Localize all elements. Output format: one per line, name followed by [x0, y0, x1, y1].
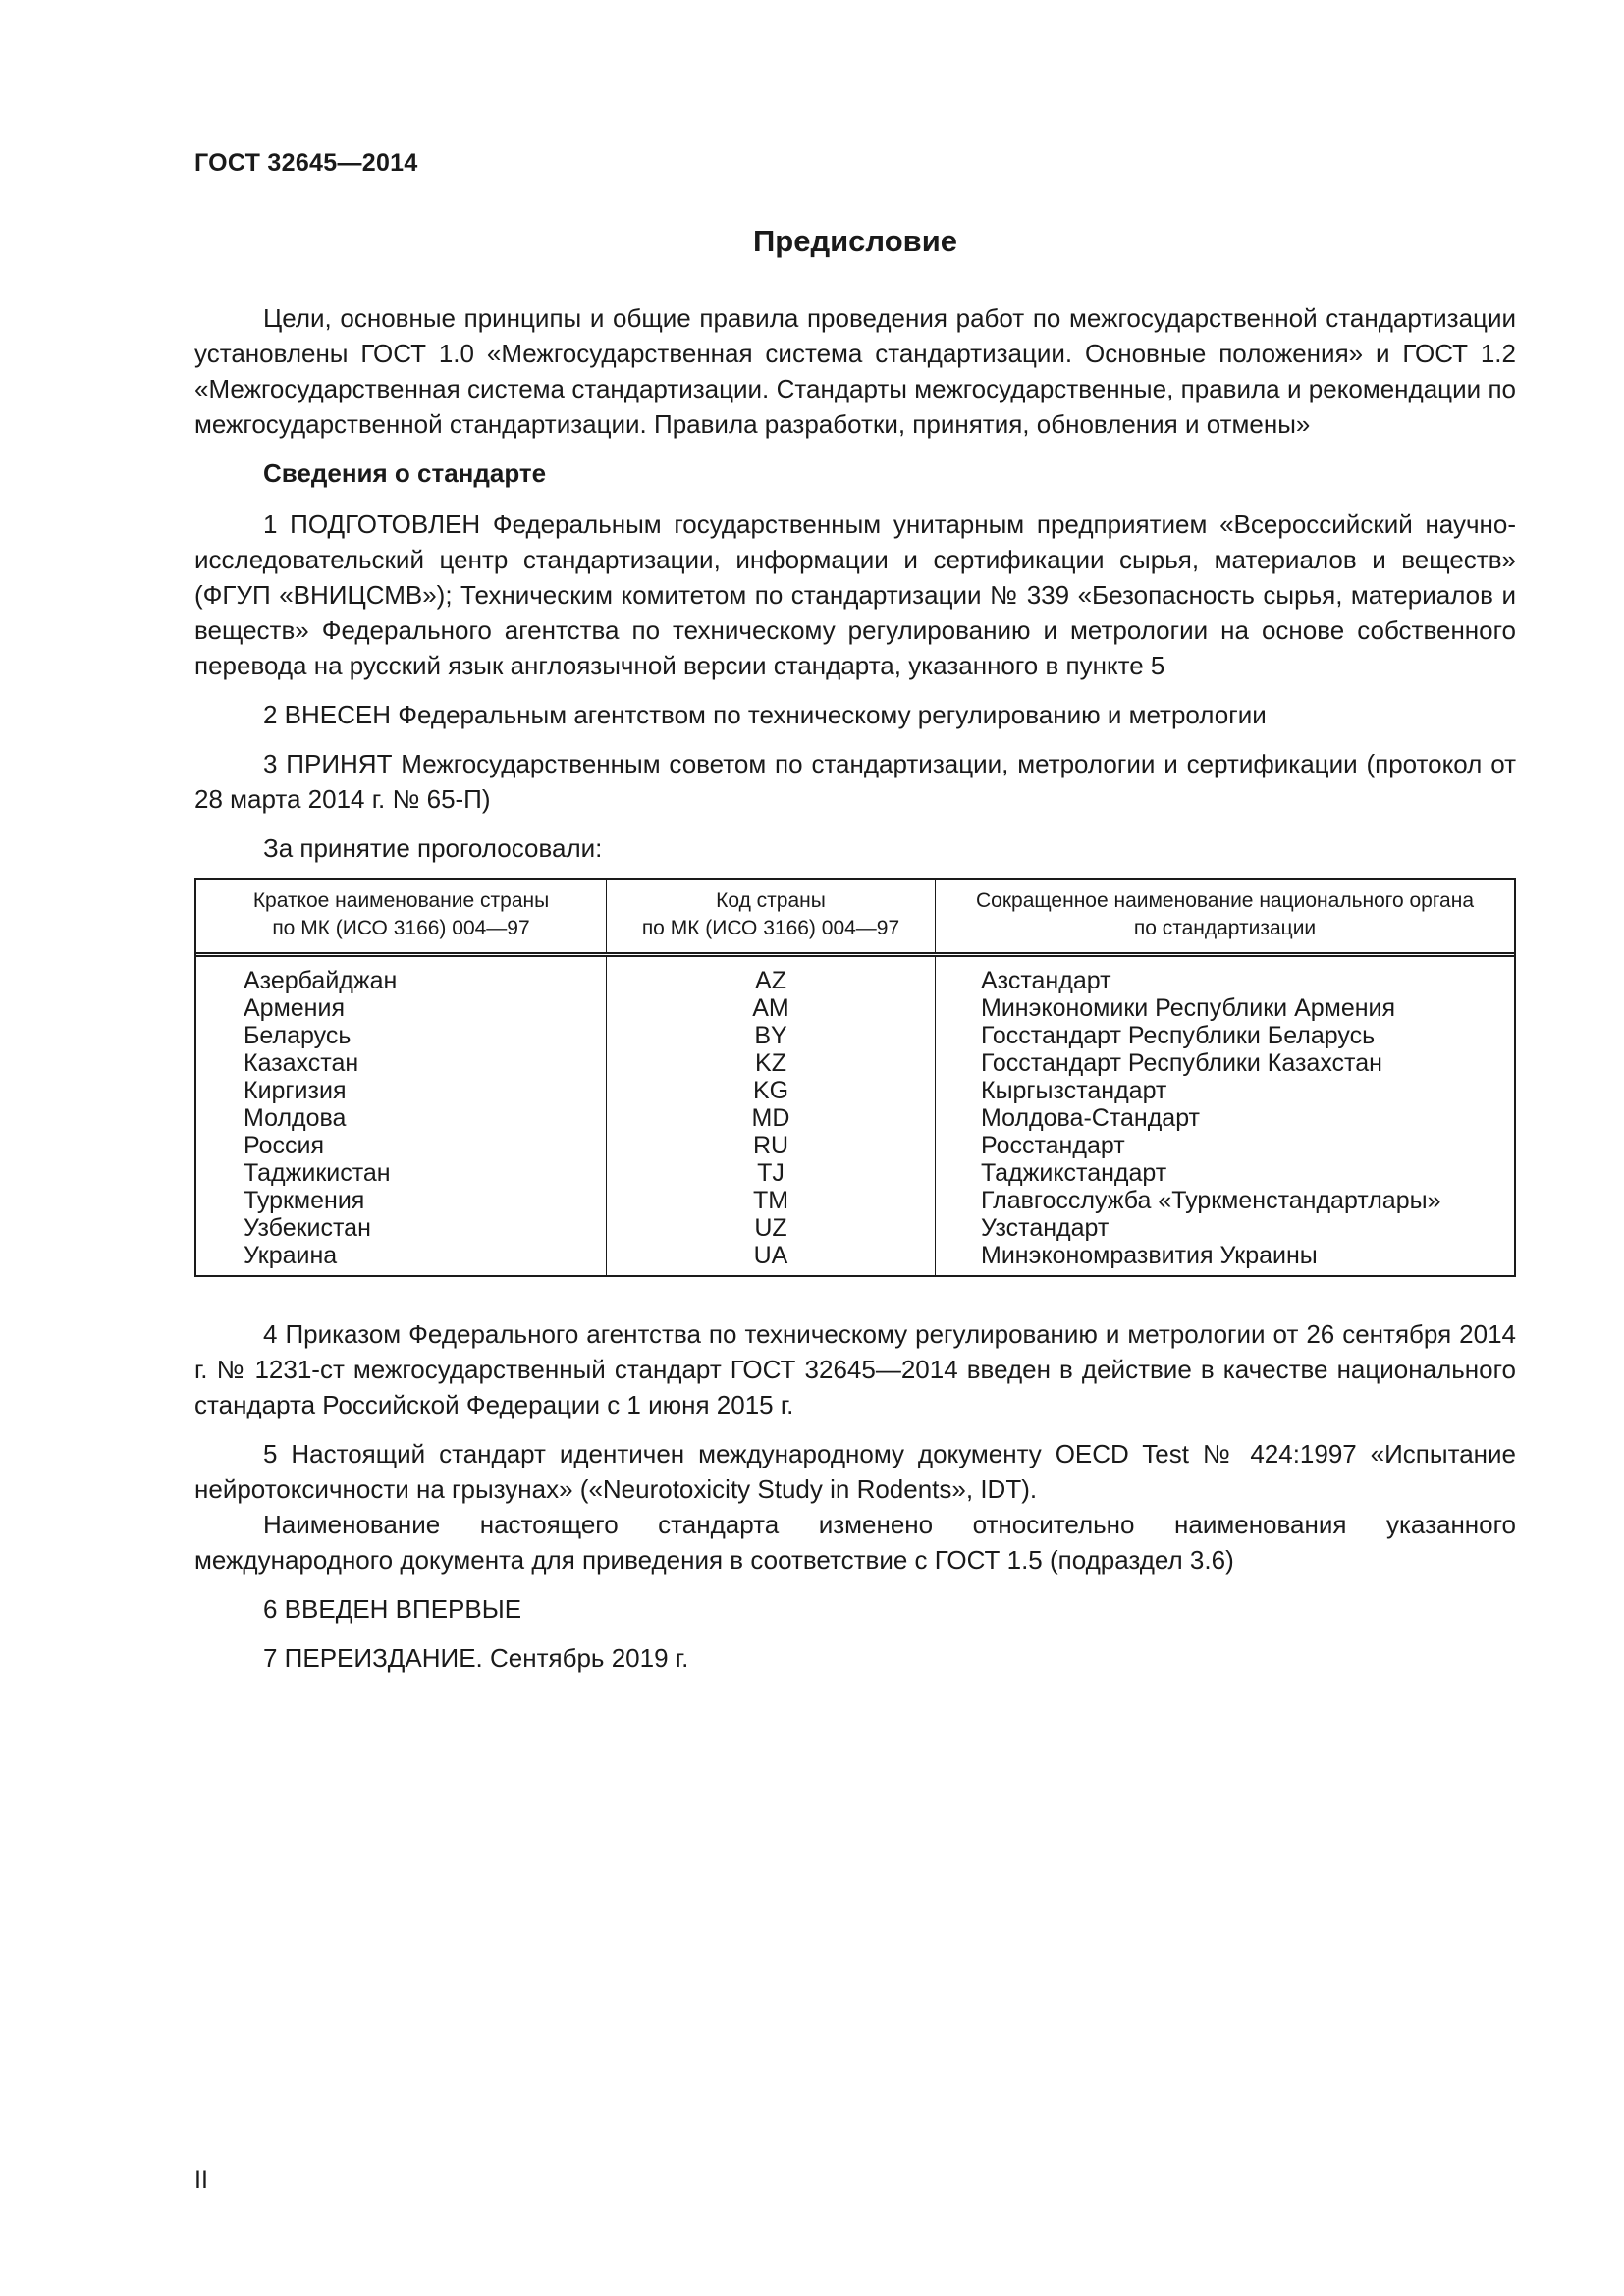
body-cell: Госстандарт Республики Беларусь: [936, 1022, 1515, 1049]
document-body: [194, 224, 1516, 1689]
country-cell: Туркмения: [244, 1187, 365, 1214]
document-header-id: ГОСТ 32645—2014: [194, 149, 418, 177]
table-row: [196, 1242, 1514, 1275]
body-cell: Росстандарт: [936, 1132, 1515, 1159]
body-cell: Кыргызстандарт: [936, 1077, 1515, 1104]
code-cell: MD: [607, 1104, 936, 1132]
code-cell: UZ: [607, 1214, 936, 1242]
table-row: [196, 994, 1514, 1022]
body-cell: Главгосслужба «Туркменстандартлары»: [936, 1187, 1515, 1214]
item-6-paragraph: 6 ВВЕДЕН ВПЕРВЫЕ: [263, 1594, 522, 1624]
table-row: [196, 1022, 1514, 1049]
header-country-name: [196, 880, 607, 955]
body-cell: Госстандарт Республики Казахстан: [936, 1049, 1515, 1077]
code-cell: TJ: [607, 1159, 936, 1187]
table-header-row: [196, 880, 1514, 955]
country-cell: Азербайджан: [244, 967, 398, 994]
country-cell: Молдова: [244, 1104, 347, 1132]
code-cell: KZ: [607, 1049, 936, 1077]
item-4-paragraph: 4 Приказом Федерального агентства по техническому регулированию и метрологии от 26 сентября 2014 г. № 1231-ст межгосударственный стандарт ГОСТ 32645—2014 введен в действие в качестве национального стандарта Российской Федерации с 1 июня 2015 г.: [194, 1319, 1516, 1419]
header-line: по стандартизации: [1133, 917, 1317, 939]
table-row: [196, 1187, 1514, 1214]
code-cell: AM: [607, 994, 936, 1022]
table-row: [196, 1132, 1514, 1159]
country-cell: Беларусь: [244, 1022, 352, 1049]
item-5-paragraph: 5 Настоящий стандарт идентичен международному документу OECD Test № 424:1997 «Испытание нейротоксичности на грызунах» («Neurotoxicity Study in Rodents», IDT).: [194, 1439, 1516, 1504]
header-line: по МК (ИСО 3166) 004—97: [641, 917, 900, 939]
country-cell: Узбекистан: [244, 1214, 371, 1242]
body-cell: Молдова-Стандарт: [936, 1104, 1515, 1132]
body-cell: Узстандарт: [936, 1214, 1515, 1242]
table-row: [196, 955, 1514, 995]
item-3-paragraph: 3 ПРИНЯТ Межгосударственным советом по стандартизации, метрологии и сертификации (протокол от 28 марта 2014 г. № 65-П): [194, 749, 1516, 814]
table-row: [196, 1077, 1514, 1104]
vote-intro-text: За принятие проголосовали:: [263, 833, 603, 863]
country-cell: Украина: [244, 1242, 338, 1269]
table-row: [196, 1049, 1514, 1077]
code-cell: AZ: [607, 955, 936, 995]
header-line: Код страны: [716, 889, 826, 912]
header-country-code: [607, 880, 936, 955]
country-cell: Армения: [244, 994, 345, 1022]
header-line: по МК (ИСО 3166) 004—97: [272, 917, 530, 939]
table-row: [196, 1159, 1514, 1187]
body-cell: Азстандарт: [936, 955, 1515, 995]
code-cell: KG: [607, 1077, 936, 1104]
item-2-paragraph: 2 ВНЕСЕН Федеральным агентством по техническому регулированию и метрологии: [263, 700, 1267, 729]
code-cell: RU: [607, 1132, 936, 1159]
code-cell: TM: [607, 1187, 936, 1214]
country-cell: Киргизия: [244, 1077, 347, 1104]
item-5-note-paragraph: Наименование настоящего стандарта изменено относительно наименования указанного международного документа для приведения в соответствие с ГОСТ 1.5 (подраздел 3.6): [194, 1510, 1516, 1575]
voting-table-frame: [194, 878, 1516, 1277]
page-title: Предисловие: [752, 224, 957, 258]
header-standards-body: [936, 880, 1515, 955]
intro-paragraph: Цели, основные принципы и общие правила проведения работ по межгосударственной стандартизации установлены ГОСТ 1.0 «Межгосударственная система стандартизации. Основные положения» и ГОСТ 1.2 «Межгосударственная система стандартизации. Стандарты межгосударственные, правила и рекомендации по межгосударственной стандартизации. Правила разработки, принятия, обновления и отмены»: [194, 303, 1516, 439]
country-cell: Казахстан: [244, 1049, 359, 1077]
section-heading: Сведения о стандарте: [263, 458, 547, 488]
body-cell: Минэкономики Республики Армения: [936, 994, 1515, 1022]
code-cell: BY: [607, 1022, 936, 1049]
page-number: II: [194, 2166, 208, 2194]
item-1-paragraph: 1 ПОДГОТОВЛЕН Федеральным государственным унитарным предприятием «Всероссийский научно-исследовательский центр стандартизации, информации и сертификации сырья, материалов и веществ» (ФГУП «ВНИЦСМВ»); Техническим комитетом по стандартизации № 339 «Безопасность сырья, материалов и веществ» Федерального агентства по техническому регулированию и метрологии на основе собственного перевода на русский язык англоязычной версии стандарта, указанного в пункте 5: [194, 509, 1516, 680]
code-cell: UA: [607, 1242, 936, 1275]
table-row: [196, 1214, 1514, 1242]
country-cell: Таджикистан: [244, 1159, 391, 1187]
header-line: Сокращенное наименование национального органа: [975, 889, 1475, 912]
voting-table: [196, 880, 1514, 1275]
body-cell: Таджикстандарт: [936, 1159, 1515, 1187]
item-7-paragraph: 7 ПЕРЕИЗДАНИЕ. Сентябрь 2019 г.: [263, 1643, 689, 1673]
body-cell: Минэкономразвития Украины: [936, 1242, 1515, 1275]
header-line: Краткое наименование страны: [252, 889, 550, 912]
country-cell: Россия: [244, 1132, 324, 1159]
table-row: [196, 1104, 1514, 1132]
